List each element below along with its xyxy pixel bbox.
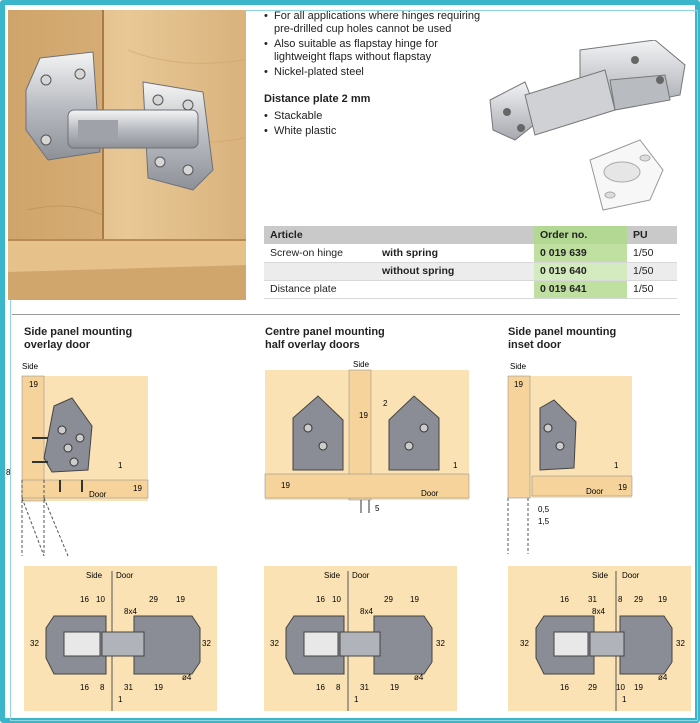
door-label: Door — [586, 487, 604, 496]
table-header-row — [264, 226, 677, 244]
side-label: Side — [353, 360, 370, 369]
dim-label: 19 — [618, 483, 627, 492]
side-label: Side — [592, 571, 609, 580]
dim-label: 1 — [354, 695, 359, 704]
order-header: Order no. — [534, 226, 627, 244]
dim-label: 31 — [360, 683, 369, 692]
product-illustration — [485, 40, 690, 230]
article-cell — [264, 262, 376, 280]
dim-label: ø4 — [658, 673, 668, 682]
section-title-line: overlay door — [24, 339, 91, 351]
dim-label: 8 — [618, 595, 623, 604]
dim-label: 10 — [332, 595, 341, 604]
dim-label: 16 — [560, 595, 569, 604]
dim-label: 19 — [390, 683, 399, 692]
section-title-inset — [508, 326, 678, 352]
side-label: Side — [86, 571, 103, 580]
section-title-centre — [265, 326, 435, 352]
dim-label: 19 — [634, 683, 643, 692]
section-title-line: Side panel mounting — [24, 326, 133, 338]
product-photo — [8, 10, 246, 300]
drilling-template-overlay — [24, 566, 217, 711]
dim-label: 5 — [375, 504, 380, 513]
dim-label: 10 — [96, 595, 105, 604]
section-title-line: half overlay doors — [265, 339, 360, 351]
dim-label: 16 — [560, 683, 569, 692]
variant-cell — [376, 280, 534, 298]
dim-label: 19 — [281, 481, 290, 490]
pu-cell: 1/50 — [627, 244, 677, 262]
dim-label: 32 — [30, 639, 39, 648]
dim-label: 16 — [80, 683, 89, 692]
dim-label: 32 — [676, 639, 685, 648]
dim-label: 19 — [359, 411, 368, 420]
variant-cell: with spring — [376, 244, 534, 262]
pu-cell: 1/50 — [627, 280, 677, 298]
dim-label: 19 — [658, 595, 667, 604]
door-label: Door — [622, 571, 640, 580]
diagram-inset-side — [504, 358, 664, 558]
door-label: Door — [421, 489, 439, 498]
dim-label: 19 — [29, 380, 38, 389]
distance-plate-item: • Stackable — [264, 110, 484, 123]
dim-label: 29 — [149, 595, 158, 604]
diagram-centre-panel — [263, 358, 473, 518]
dim-label: 19 — [133, 484, 142, 493]
table-row — [264, 280, 677, 298]
dim-label: 19 — [176, 595, 185, 604]
feature-item: • Also suitable as flapstay hinge for lightweight flaps without flapstay — [264, 38, 484, 64]
dim-label: 32 — [436, 639, 445, 648]
dim-label: ø4 — [414, 673, 424, 682]
side-label: Side — [510, 362, 527, 371]
door-label: Door — [116, 571, 134, 580]
dim-label: 1,5 — [538, 517, 550, 526]
section-title-overlay — [24, 326, 194, 352]
side-label: Side — [22, 362, 39, 371]
dim-label: 1 — [614, 461, 619, 470]
dim-label: 1 — [118, 695, 123, 704]
dim-label: 16 — [316, 683, 325, 692]
dim-label: 19 — [514, 380, 523, 389]
diagram-overlay-side — [2, 358, 202, 558]
dim-label: 8x4 — [360, 607, 373, 616]
dim-label: 10 — [616, 683, 625, 692]
dim-label: 29 — [588, 683, 597, 692]
dim-label: 32 — [520, 639, 529, 648]
dim-label: 8 — [6, 468, 11, 477]
dim-label: 1 — [118, 461, 123, 470]
feature-item: • Nickel-plated steel — [264, 66, 484, 79]
section-title-line: Side panel mounting — [508, 326, 617, 338]
dim-label: 29 — [384, 595, 393, 604]
dim-label: 2 — [383, 399, 388, 408]
order-cell: 0 019 639 — [534, 244, 627, 262]
table-row — [264, 262, 677, 280]
distance-plate-title: Distance plate 2 mm — [264, 93, 371, 105]
section-title-line: Centre panel mounting — [265, 326, 385, 338]
drilling-template-inset — [508, 566, 691, 711]
dim-label: 8 — [100, 683, 105, 692]
dim-label: 32 — [270, 639, 279, 648]
order-cell: 0 019 641 — [534, 280, 627, 298]
dim-label: 16 — [316, 595, 325, 604]
article-table — [264, 226, 677, 299]
dim-label: 32 — [202, 639, 211, 648]
dim-label: ø4 — [182, 673, 192, 682]
drilling-template-centre — [264, 566, 457, 711]
feature-list — [264, 10, 484, 140]
dim-label: 8x4 — [592, 607, 605, 616]
dim-label: 19 — [410, 595, 419, 604]
article-header: Article — [264, 226, 534, 244]
dim-label: 1 — [622, 695, 627, 704]
dim-label: 31 — [588, 595, 597, 604]
dim-label: 16 — [80, 595, 89, 604]
article-cell: Screw-on hinge — [264, 244, 376, 262]
side-label: Side — [324, 571, 341, 580]
dim-label: 0,5 — [538, 505, 550, 514]
article-cell: Distance plate — [264, 280, 376, 298]
distance-plate-item: • White plastic — [264, 125, 484, 138]
dim-label: 1 — [453, 461, 458, 470]
door-label: Door — [89, 490, 107, 499]
door-label: Door — [352, 571, 370, 580]
table-row — [264, 244, 677, 262]
pu-cell: 1/50 — [627, 262, 677, 280]
dim-label: 19 — [154, 683, 163, 692]
dim-label: 31 — [124, 683, 133, 692]
order-cell: 0 019 640 — [534, 262, 627, 280]
dim-label: 8x4 — [124, 607, 137, 616]
dim-label: 8 — [336, 683, 341, 692]
section-title-line: inset door — [508, 339, 562, 351]
section-divider — [12, 314, 680, 315]
variant-cell: without spring — [376, 262, 534, 280]
feature-item: • For all applications where hinges requiring pre-drilled cup holes cannot be used — [264, 10, 484, 36]
dim-label: 29 — [634, 595, 643, 604]
pu-header: PU — [627, 226, 677, 244]
